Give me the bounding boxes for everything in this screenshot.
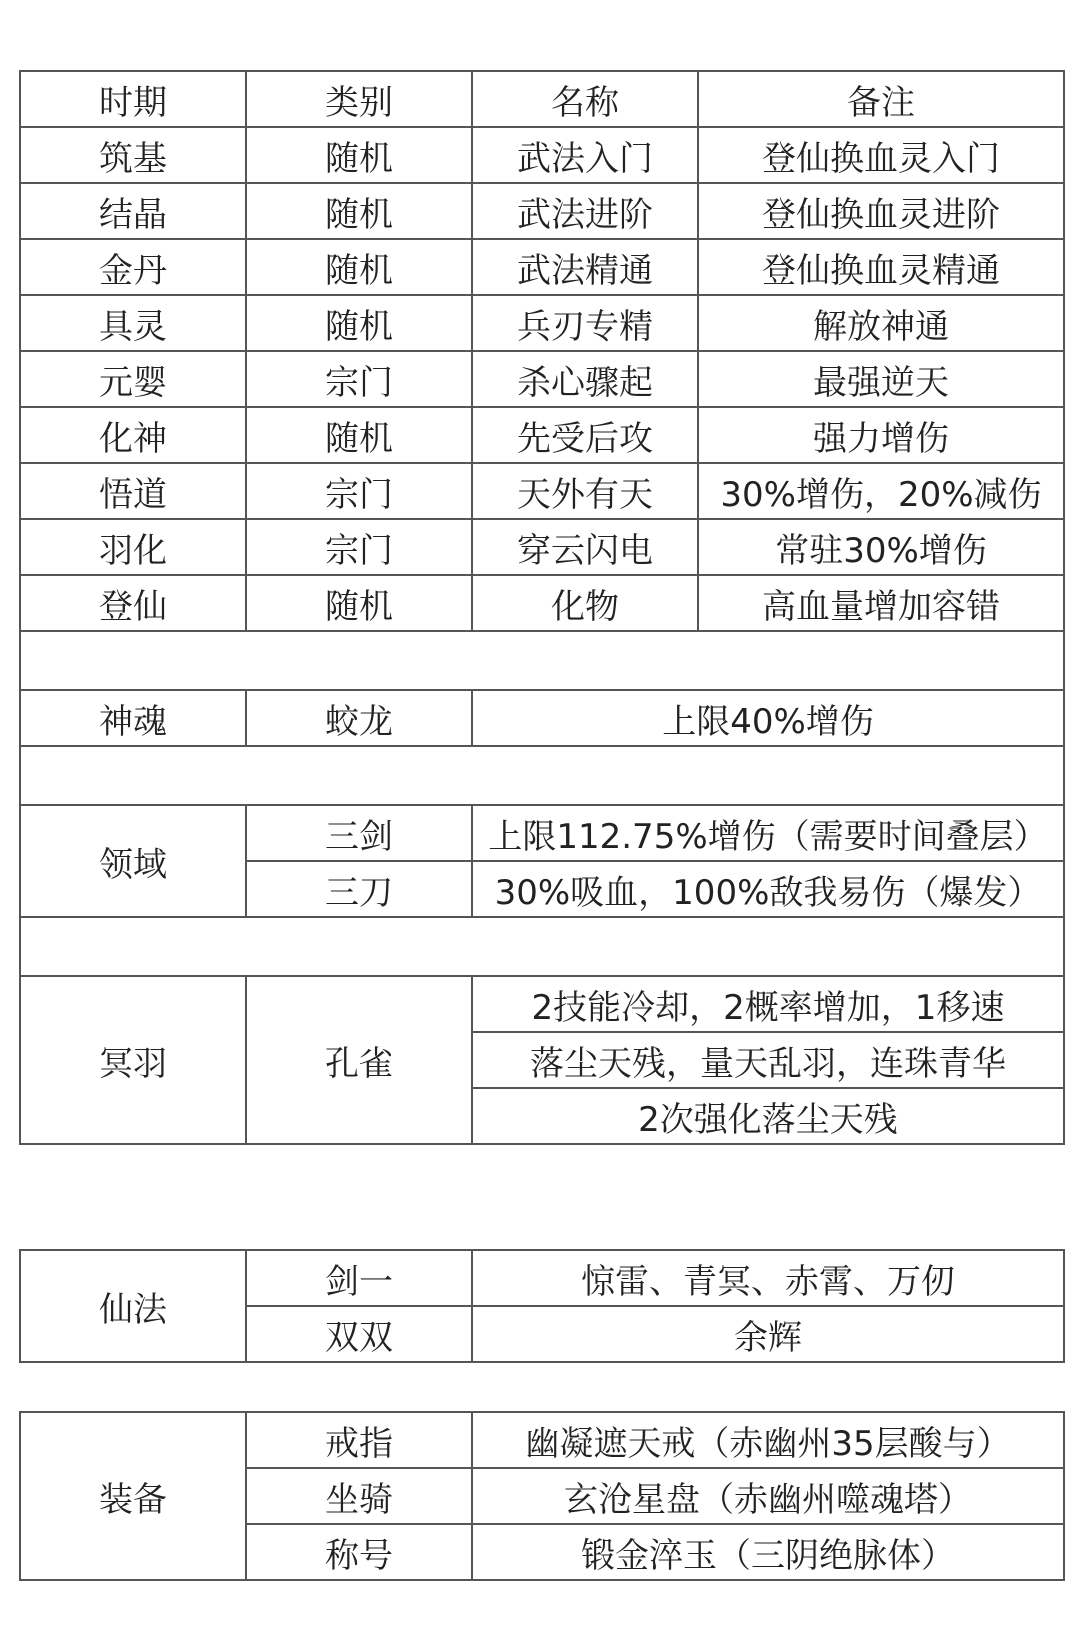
name-cell: 兵刃专精	[472, 295, 698, 351]
shenhun-type: 蛟龙	[246, 690, 472, 746]
period-cell: 筑基	[20, 127, 246, 183]
mingyu-row	[20, 976, 1064, 1032]
name-cell: 武法精通	[472, 239, 698, 295]
cultivation-table	[19, 70, 1065, 1145]
category-cell: 随机	[246, 127, 472, 183]
category-cell: 随机	[246, 239, 472, 295]
xianfa-row	[20, 1250, 1064, 1306]
equipment-type: 戒指	[246, 1412, 472, 1468]
name-cell: 武法进阶	[472, 183, 698, 239]
xianfa-note: 惊雷、青冥、赤霄、万仞	[472, 1250, 1064, 1306]
note-cell: 30%增伤，20%减伤	[698, 463, 1064, 519]
mingyu-note: 落尘天残，量天乱羽，连珠青华	[472, 1032, 1064, 1088]
equipment-table	[19, 1411, 1065, 1581]
table-row	[20, 351, 1064, 407]
note-cell: 登仙换血灵入门	[698, 127, 1064, 183]
header-name: 名称	[472, 71, 698, 127]
name-cell: 化物	[472, 575, 698, 631]
category-cell: 随机	[246, 407, 472, 463]
period-cell: 羽化	[20, 519, 246, 575]
equipment-row	[20, 1412, 1064, 1468]
shenhun-note: 上限40%增伤	[472, 690, 1064, 746]
note-cell: 高血量增加容错	[698, 575, 1064, 631]
period-cell: 登仙	[20, 575, 246, 631]
period-cell: 元婴	[20, 351, 246, 407]
name-cell: 武法入门	[472, 127, 698, 183]
lingyu-note: 30%吸血，100%敌我易伤（爆发）	[472, 861, 1064, 917]
lingyu-label: 领域	[20, 805, 246, 917]
name-cell: 天外有天	[472, 463, 698, 519]
table-row	[20, 127, 1064, 183]
note-cell: 登仙换血灵精通	[698, 239, 1064, 295]
table-row	[20, 183, 1064, 239]
blank-row	[20, 631, 1064, 690]
category-cell: 随机	[246, 183, 472, 239]
table-row	[20, 519, 1064, 575]
table-row	[20, 239, 1064, 295]
equipment-note: 玄沧星盘（赤幽州噬魂塔）	[472, 1468, 1064, 1524]
xianfa-type: 双双	[246, 1306, 472, 1362]
category-cell: 宗门	[246, 351, 472, 407]
mingyu-label: 冥羽	[20, 976, 246, 1144]
blank-cell	[20, 917, 1064, 976]
period-cell: 金丹	[20, 239, 246, 295]
table-row	[20, 407, 1064, 463]
xianfa-label: 仙法	[20, 1250, 246, 1362]
category-cell: 随机	[246, 575, 472, 631]
header-note: 备注	[698, 71, 1064, 127]
name-cell: 先受后攻	[472, 407, 698, 463]
note-cell: 强力增伤	[698, 407, 1064, 463]
lingyu-type: 三剑	[246, 805, 472, 861]
note-cell: 最强逆天	[698, 351, 1064, 407]
table-row	[20, 463, 1064, 519]
equipment-note: 锻金淬玉（三阴绝脉体）	[472, 1524, 1064, 1580]
category-cell: 随机	[246, 295, 472, 351]
xianfa-note: 余辉	[472, 1306, 1064, 1362]
mingyu-note: 2技能冷却，2概率增加，1移速	[472, 976, 1064, 1032]
table-header-row	[20, 71, 1064, 127]
equipment-label: 装备	[20, 1412, 246, 1580]
shenhun-label: 神魂	[20, 690, 246, 746]
note-cell: 解放神通	[698, 295, 1064, 351]
table-row	[20, 575, 1064, 631]
mingyu-note: 2次强化落尘天残	[472, 1088, 1064, 1144]
name-cell: 杀心骤起	[472, 351, 698, 407]
mingyu-type: 孔雀	[246, 976, 472, 1144]
shenhun-row	[20, 690, 1064, 746]
note-cell: 登仙换血灵进阶	[698, 183, 1064, 239]
period-cell: 化神	[20, 407, 246, 463]
lingyu-note: 上限112.75%增伤（需要时间叠层）	[472, 805, 1064, 861]
xianfa-table	[19, 1249, 1065, 1363]
blank-cell	[20, 631, 1064, 690]
period-cell: 结晶	[20, 183, 246, 239]
lingyu-row	[20, 805, 1064, 861]
blank-row	[20, 746, 1064, 805]
blank-cell	[20, 746, 1064, 805]
period-cell: 具灵	[20, 295, 246, 351]
name-cell: 穿云闪电	[472, 519, 698, 575]
blank-row	[20, 917, 1064, 976]
xianfa-type: 剑一	[246, 1250, 472, 1306]
equipment-type: 称号	[246, 1524, 472, 1580]
lingyu-type: 三刀	[246, 861, 472, 917]
header-category: 类别	[246, 71, 472, 127]
equipment-note: 幽凝遮天戒（赤幽州35层酸与）	[472, 1412, 1064, 1468]
period-cell: 悟道	[20, 463, 246, 519]
category-cell: 宗门	[246, 519, 472, 575]
table-row	[20, 295, 1064, 351]
header-period: 时期	[20, 71, 246, 127]
note-cell: 常驻30%增伤	[698, 519, 1064, 575]
category-cell: 宗门	[246, 463, 472, 519]
equipment-type: 坐骑	[246, 1468, 472, 1524]
